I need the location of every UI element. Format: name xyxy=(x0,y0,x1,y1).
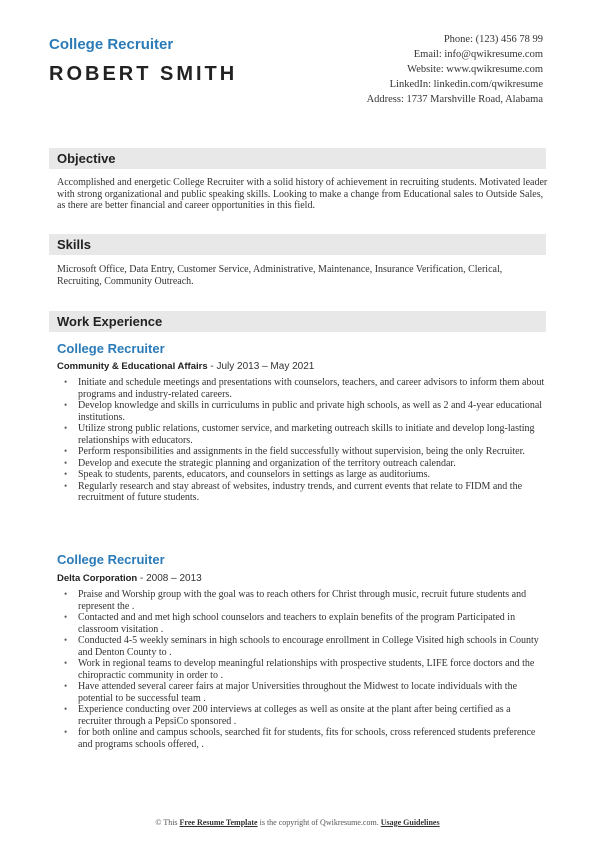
free-resume-template-link[interactable]: Free Resume Template xyxy=(179,818,258,827)
section-heading-skills: Skills xyxy=(49,234,546,255)
list-item: • Develop knowledge and skills in curriculums in public and private high schools, as well as 2 and 4-year educational institutions. xyxy=(64,400,546,423)
section-heading-objective: Objective xyxy=(49,148,546,169)
list-item: • Contacted and and met high school counselors and teachers to explain benefits of the program Participated in classroom visitation . xyxy=(64,612,546,635)
list-item: • for both online and campus schools, searched fit for students, fits for schools, cross referenced students preference and programs schools offered, . xyxy=(64,727,546,750)
section-heading-work-experience: Work Experience xyxy=(49,311,546,332)
list-item: • Initiate and schedule meetings and presentations with counselors, teachers, and career advisors to inform them about programs and industry-related careers. xyxy=(64,377,546,400)
footer-middle: is the copyright of Qwikresume.com. xyxy=(257,818,381,827)
job-company-line xyxy=(57,573,202,584)
job-role: College Recruiter xyxy=(57,552,165,567)
contact-block xyxy=(323,32,543,107)
contact-address: Address: 1737 Marshville Road, Alabama xyxy=(366,94,543,105)
job-company: Delta Corporation xyxy=(57,573,138,584)
footer xyxy=(0,818,595,827)
contact-email: Email: info@qwikresume.com xyxy=(413,49,543,60)
list-item: • Experience conducting over 200 interviews at colleges as well as onsite at the plant after being certified as a recruiter through a PepsiCo sponsored . xyxy=(64,704,546,727)
list-item: • Work in regional teams to develop meaningful relationships with prospective students, LIFE force doctors and the chiropractic community in order to . xyxy=(64,658,546,681)
objective-text: Accomplished and energetic College Recruiter with a solid history of achievement in recruiting students. Motivated leader with strong organizational and public speaking skills. Looking to make a change from Educational sales to Outside Sales, as there are better financial and career opportunities in this field. xyxy=(57,177,548,211)
list-item: • Have attended several career fairs at major Universities throughout the Midwest to locate individuals with the potential to be successful team . xyxy=(64,681,546,704)
contact-website: Website: www.qwikresume.com xyxy=(407,64,543,75)
contact-linkedin: LinkedIn: linkedin.com/qwikresume xyxy=(389,79,543,90)
candidate-name: ROBERT SMITH xyxy=(49,63,238,85)
job-role: College Recruiter xyxy=(57,341,165,356)
list-item: • Develop and execute the strategic planning and organization of the territory outreach calendar. xyxy=(64,458,546,470)
skills-text: Microsoft Office, Data Entry, Customer Service, Administrative, Maintenance, Insurance Verification, Clerical, Recruiting, Community Outreach. xyxy=(57,264,503,287)
job-dates: - 2008 – 2013 xyxy=(137,573,202,584)
job-dates: - July 2013 – May 2021 xyxy=(207,361,315,372)
job-company: Community & Educational Affairs xyxy=(57,361,208,372)
list-item: • Utilize strong public relations, customer service, and marketing outreach skills to initiate and develop long-lasting relationships with educators. xyxy=(64,423,546,446)
footer-prefix: © This xyxy=(155,818,180,827)
list-item: • Perform responsibilities and assignments in the field successfully without supervision, being the only Recruiter. xyxy=(64,446,546,458)
list-item: • Speak to students, parents, educators, and counselors in settings as large as auditoriums. xyxy=(64,469,546,481)
resume-job-title: College Recruiter xyxy=(49,36,174,53)
list-item: • Conducted 4-5 weekly seminars in high schools to encourage enrollment in College Visited high schools in County and Denton County to . xyxy=(64,635,546,658)
list-item: • Regularly research and stay abreast of websites, industry trends, and current events that relate to FIDM and the recruitment of future students. xyxy=(64,481,546,504)
job-bullets xyxy=(64,377,546,504)
job-company-line xyxy=(57,361,314,372)
usage-guidelines-link[interactable]: Usage Guidelines xyxy=(380,818,440,827)
job-bullets xyxy=(64,589,546,750)
contact-phone: Phone: (123) 456 78 99 xyxy=(443,34,543,45)
list-item: • Praise and Worship group with the goal was to reach others for Christ through music, recruit future students and represent the . xyxy=(64,589,546,612)
